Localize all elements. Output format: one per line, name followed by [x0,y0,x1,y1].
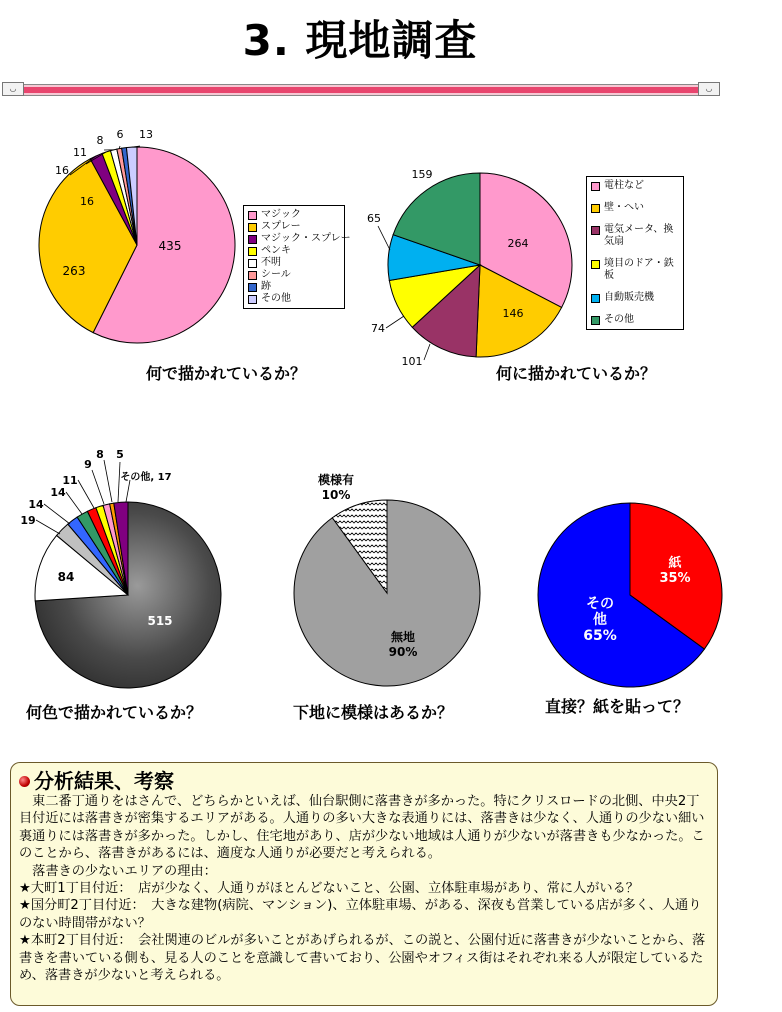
legend-swatch [248,271,257,280]
legend-label: 境目のドア・鉄板 [604,258,674,281]
legend-item [591,202,679,214]
legend-swatch [591,182,600,191]
bullet-icon [19,776,30,787]
data-label: 8 [96,448,104,461]
legend-label: 壁・へい [604,202,644,213]
data-label: 146 [502,307,524,320]
legend-swatch [248,211,257,220]
data-label: 11 [73,146,87,159]
data-label: 16 [80,195,94,208]
legend-item [248,293,340,305]
leader-line [78,480,94,508]
chart-what-drawn-on-caption: 何に描かれているか？ [496,364,657,383]
data-label: 8 [96,134,104,147]
divider-left-cap: ◡ [2,82,24,96]
analysis-panel [10,762,718,1006]
legend-swatch [591,316,600,325]
chart-what-color-caption: 何色で描かれているか？ [26,703,203,722]
leader-line [126,480,130,502]
data-label: 159 [411,168,433,181]
leader-line [378,226,390,250]
leader-line [386,316,404,328]
title-divider [2,82,720,96]
chart-what-color [0,430,250,700]
data-label: 5 [116,448,124,461]
legend-label: その他 [261,293,291,304]
legend-label: 電柱など [604,180,644,191]
data-label: 紙 35% [659,556,691,586]
analysis-paragraph: ★本町2丁目付近： 会社関連のビルが多いことがあげられるが、この説と、公園付近に落書きが少ないことから、落書きを書いている側も、見る人のことを意識して書いており、公園やオフィス街はそれぞれ来る人が限定しているため、落書きが少ないと考えられる。 [19,933,706,984]
legend-label: 自動販売機 [604,292,654,303]
legend-item [591,258,679,282]
analysis-paragraph: ★国分町2丁目付近： 大きな建物(病院、マンション)、立体駐車場、がある、深夜も営業している店が多く、人通りのない時間帯がない？ [19,898,702,931]
chart-what-drawn-on-legend [586,176,684,330]
legend-item [591,292,679,304]
legend-swatch [591,260,600,269]
legend-item [591,314,679,326]
legend-label: 跡 [261,281,271,292]
legend-item [248,245,340,257]
leader-line [104,460,112,502]
leader-line [36,520,60,534]
data-label: 14 [28,498,44,511]
legend-swatch [248,235,257,244]
legend-label: ペンキ [261,245,291,256]
page-title: 3. 現地調査 [242,16,478,65]
legend-item [248,221,340,233]
analysis-heading-text: 分析結果、考察 [34,769,174,793]
legend-item [248,269,340,281]
legend-item [248,209,340,221]
data-label: 11 [62,474,78,487]
legend-swatch [248,259,257,268]
chart-base-pattern [270,430,510,700]
data-label: 16 [55,164,69,177]
legend-label: シール [261,269,291,280]
legend-item [591,180,679,192]
legend-swatch [248,283,257,292]
legend-label: 不明 [261,257,281,268]
legend-swatch [591,226,600,235]
data-label: 9 [84,458,92,471]
data-label: 435 [158,239,182,253]
data-label: 515 [147,614,173,628]
legend-label: スプレー [261,221,301,232]
chart-what-drawn-with [0,120,240,370]
data-label: 6 [116,128,124,141]
chart-what-drawn-on [360,120,590,370]
chart-direct-or-paper [520,430,750,700]
data-label: 264 [507,237,529,250]
analysis-paragraph: 落書きの少ないエリアの理由： [19,863,217,879]
data-label: 74 [371,322,385,335]
legend-label: その他 [604,314,634,325]
data-label: 14 [50,486,66,499]
legend-label: マジック・スプレー [261,233,351,244]
analysis-paragraph: 東二番丁通りをはさんで、どちらかといえば、仙台駅側に落書きが多かった。特にクリスロードの北側、中央2丁目付近には落書きが密集するエリアがある。人通りの多い大きな表通りには、落書きは少なく、人通りの少ない細い裏通りには落書きが多かった。しかし、住宅地があり、店が少ない地域は人通りが少ないが落書きも少なかった。このことから、落書きがあるには、適度な人通りが必要だと考えられる。 [19,794,705,862]
leader-line [66,492,82,514]
leader-line [424,344,430,360]
analysis-heading [19,769,709,793]
divider-right-cap: ◡ [698,82,720,96]
chart-direct-or-paper-caption: 直接？紙を貼って？ [545,697,690,716]
data-label: 模様有 10% [317,473,355,502]
legend-item [248,281,340,293]
data-label: その他 65% [583,596,617,644]
chart-what-drawn-with-legend [243,205,351,309]
legend-swatch [248,247,257,256]
chart-base-pattern-caption: 下地に模様はあるか？ [293,703,454,722]
data-label: 13 [139,128,153,141]
leader-line [92,470,104,504]
data-label: 263 [62,264,86,278]
legend-swatch [248,295,257,304]
chart-what-drawn-with-caption: 何で描かれているか？ [146,364,307,383]
legend-swatch [591,204,600,213]
data-label: 19 [20,514,36,527]
legend-label: 電気メータ、換気扇 [604,224,674,247]
analysis-paragraph: ★大町1丁目付近： 店が少なく、人通りがほとんどないこと、公園、立体駐車場があり、常に人がいる？ [19,881,639,897]
data-label: 65 [367,212,381,225]
legend-item [248,233,351,245]
data-label: 101 [401,355,423,368]
data-label: 無地 90% [388,630,418,659]
data-label: その他, 17 [120,472,172,483]
leader-line [44,504,70,524]
legend-swatch [248,223,257,232]
data-label: 84 [57,570,75,584]
legend-item [591,224,679,248]
divider-bar [24,84,698,96]
legend-label: マジック [261,209,301,220]
legend-item [248,257,340,269]
legend-swatch [591,294,600,303]
